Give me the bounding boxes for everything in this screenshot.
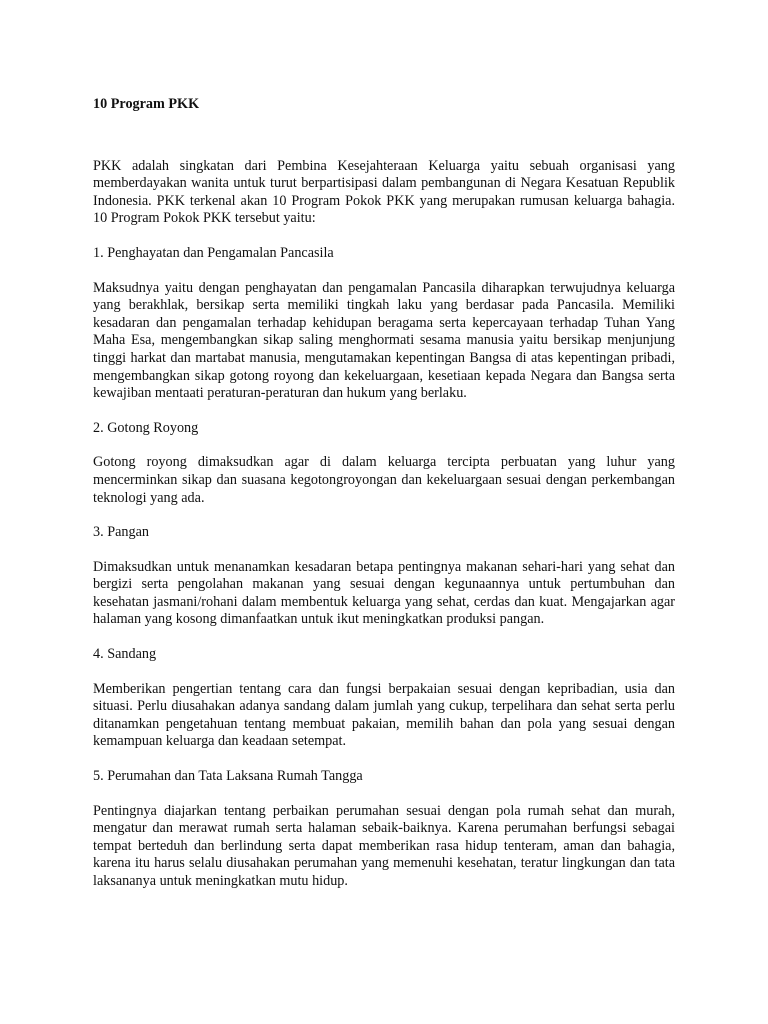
- section-heading: 4. Sandang: [93, 646, 157, 663]
- section-3: [93, 524, 675, 629]
- section-2: [93, 420, 675, 507]
- section-body: Maksudnya yaitu dengan penghayatan dan pengamalan Pancasila diharapkan terwujudnya keluarga yang berakhlak, bersikap serta memiliki tingkah laku yang berdasar pada Pancasila. Memiliki kesadaran dan pengamalan terhadap kehidupan beragama serta kepercayaan terhadap Tuhan Yang Maha Esa, mengembangkan sikap saling menghormati sesama manusia yaitu bersikap menjunjung tinggi harkat dan martabat manusia, mengutamakan kepentingan Bangsa di atas kepentingan pribadi, mengembangkan sikap gotong royong dan kekeluargaan, kesetiaan kepada Negara dan Bangsa serta kewajiban mentaati peraturan-peraturan dan hukum yang berlaku.: [93, 279, 675, 402]
- section-body: Memberikan pengertian tentang cara dan fungsi berpakaian sesuai dengan kepribadian, usia dan situasi. Perlu diusahakan adanya sandang dalam jumlah yang cukup, terpelihara dan sehat serta perlu ditanamkan pengetahuan tentang membuat pakaian, memilih bahan dan pola yang sesuai dengan kemampuan keluarga dan keadaan setempat.: [93, 680, 675, 750]
- document-page: [93, 96, 675, 908]
- section-heading: 5. Perumahan dan Tata Laksana Rumah Tangga: [93, 768, 363, 785]
- section-body: Gotong royong dimaksudkan agar di dalam keluarga tercipta perbuatan yang luhur yang mencerminkan sikap dan suasana kegotongroyongan dan kekeluargaan sesuai dengan perkembangan teknologi yang ada.: [93, 454, 675, 506]
- section-1: [93, 245, 675, 403]
- section-heading: 3. Pangan: [93, 524, 149, 541]
- section-heading: 2. Gotong Royong: [93, 419, 199, 436]
- section-5: [93, 768, 675, 891]
- section-heading: 1. Penghayatan dan Pengamalan Pancasila: [93, 244, 334, 261]
- section-4: [93, 646, 675, 751]
- section-body: Dimaksudkan untuk menanamkan kesadaran betapa pentingnya makanan sehari-hari yang sehat dan bergizi serta pengolahan makanan yang sesuai dengan kegunaannya untuk pertumbuhan dan kesehatan jasmani/rohani dalam membentuk keluarga yang sehat, cerdas dan kuat. Mengajarkan agar halaman yang kosong dimanfaatkan untuk ikut meningkatkan produksi pangan.: [93, 558, 675, 628]
- intro-paragraph: PKK adalah singkatan dari Pembina Kesejahteraan Keluarga yaitu sebuah organisasi yang memberdayakan wanita untuk turut berpartisipasi dalam pembangunan di Negara Kesatuan Republik Indonesia. PKK terkenal akan 10 Program Pokok PKK yang merupakan rumusan keluarga bahagia. 10 Program Pokok PKK tersebut yaitu:: [93, 157, 675, 227]
- section-body: Pentingnya diajarkan tentang perbaikan perumahan sesuai dengan pola rumah sehat dan murah, mengatur dan merawat rumah serta halaman sebaik-baiknya. Karena perumahan berfungsi sebagai tempat berteduh dan berlindung serta dapat memberikan rasa hidup tenteram, aman dan bahagia, karena itu harus selalu diusahakan perumahan yang memenuhi kesehatan, teratur lingkungan dan tata laksananya untuk meningkatkan mutu hidup.: [93, 802, 675, 889]
- document-title: 10 Program PKK: [93, 96, 200, 112]
